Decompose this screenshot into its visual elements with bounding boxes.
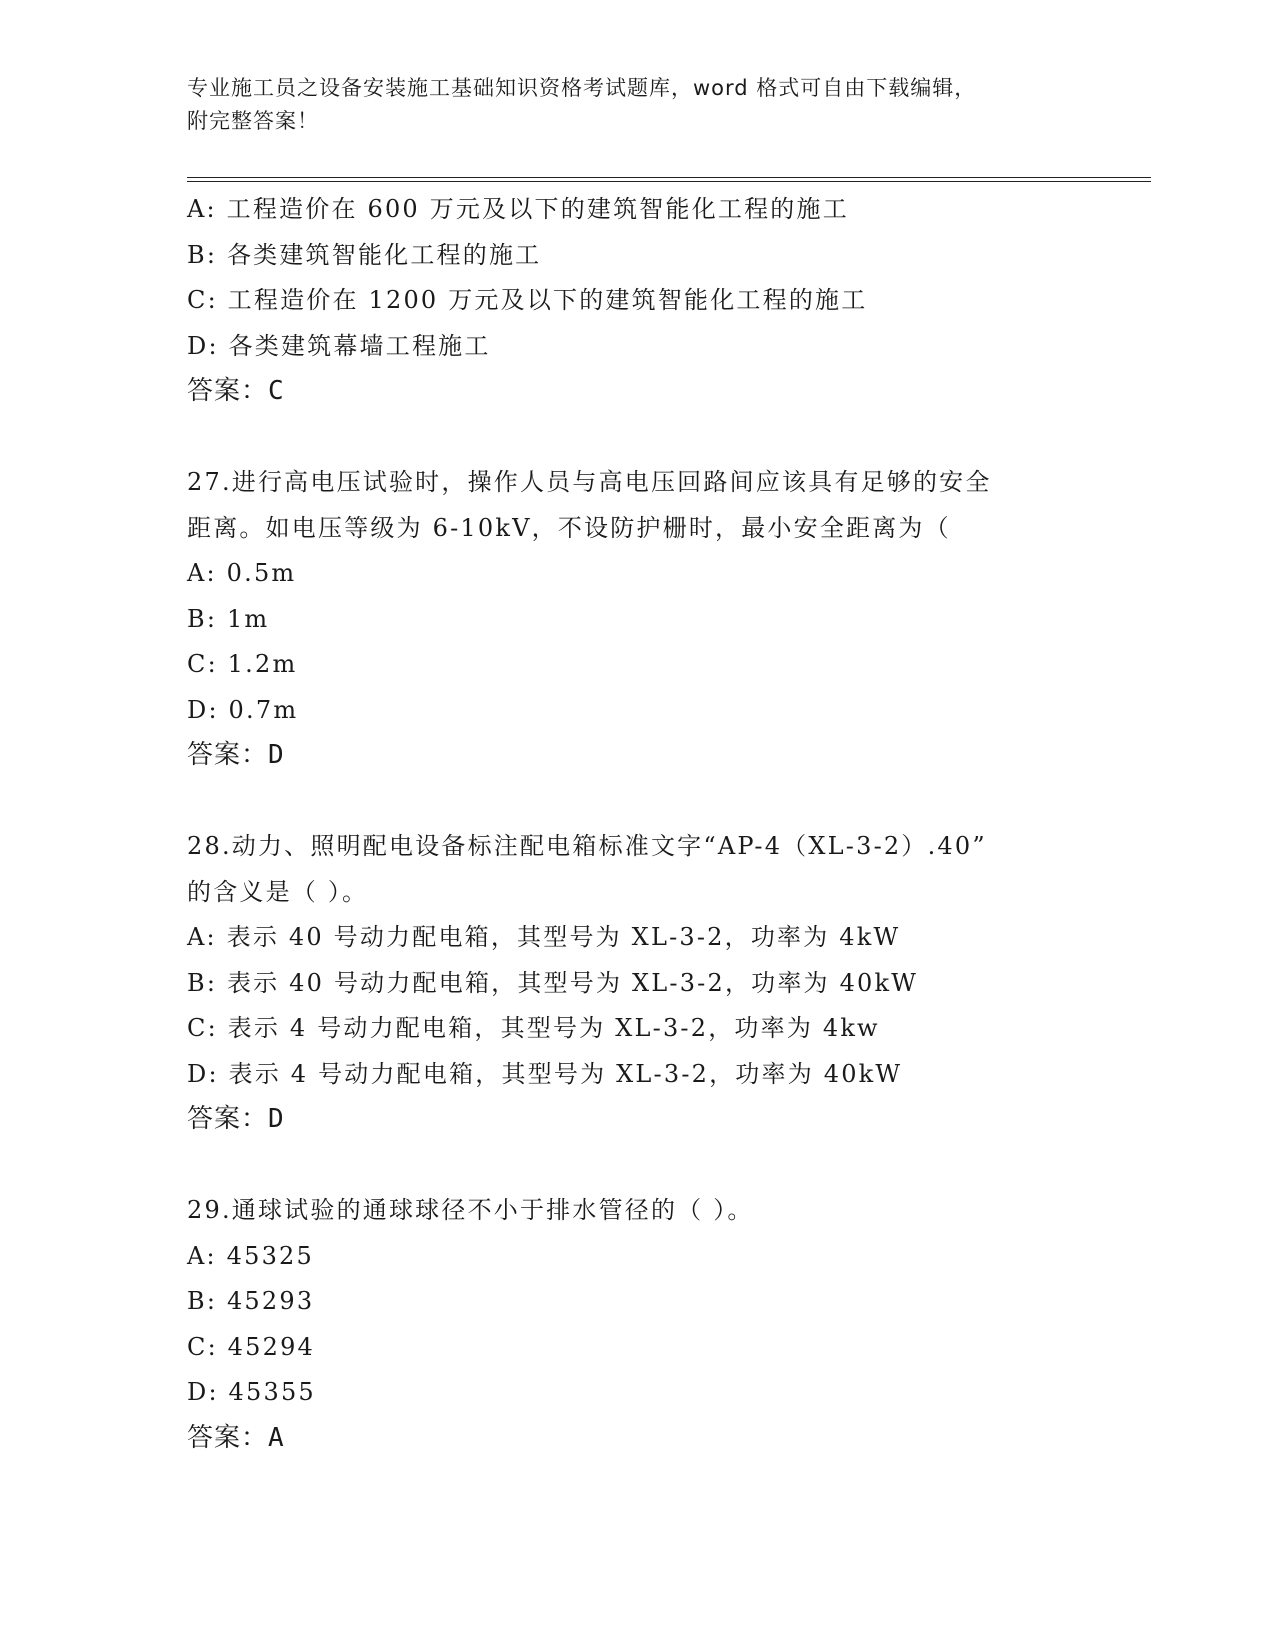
question-list	[187, 187, 1147, 1461]
page-header	[187, 72, 1147, 138]
answer: 答案：C	[187, 376, 285, 406]
option-c: C: 工程造价在 1200 万元及以下的建筑智能化工程的施工	[187, 286, 868, 314]
option-c: C: 45294	[187, 1332, 316, 1361]
question-stem-line: 29.通球试验的通球球径不小于排水管径的（ ）。	[187, 1196, 754, 1224]
question-26	[187, 187, 1147, 415]
option-d: D: 0.7m	[187, 695, 299, 724]
option-d: D: 45355	[187, 1378, 316, 1406]
option-a: A: 表示 40 号动力配电箱，其型号为 XL-3-2，功率为 4kW	[187, 923, 901, 951]
header-line-2: 附完整答案！	[187, 109, 319, 133]
answer: 答案：A	[187, 1422, 285, 1453]
header-divider-bottom	[187, 181, 1151, 182]
option-a: A: 工程造价在 600 万元及以下的建筑智能化工程的施工	[187, 195, 849, 223]
answer: 答案：D	[187, 740, 285, 770]
header-divider-top	[187, 177, 1151, 178]
question-stem-line: 距离。如电压等级为 6-10kV，不设防护栅时，最小安全距离为（	[187, 513, 951, 542]
option-c: C: 1.2m	[187, 650, 298, 678]
option-b: B: 45293	[187, 1287, 315, 1315]
spacer	[187, 779, 1147, 825]
option-c: C: 表示 4 号动力配电箱，其型号为 XL-3-2，功率为 4kw	[187, 1014, 880, 1042]
option-b: B: 表示 40 号动力配电箱，其型号为 XL-3-2，功率为 40kW	[187, 968, 919, 997]
question-stem-line: 27.进行高电压试验时，操作人员与高电压回路间应该具有足够的安全	[187, 468, 992, 496]
option-a: A: 45325	[187, 1241, 314, 1270]
question-28	[187, 824, 1147, 1143]
option-a: A: 0.5m	[187, 559, 297, 587]
question-29	[187, 1188, 1147, 1461]
question-stem-line: 的含义是（ ）。	[187, 877, 369, 906]
option-b: B: 各类建筑智能化工程的施工	[187, 240, 542, 269]
question-27	[187, 460, 1147, 779]
question-stem-line: 28.动力、照明配电设备标注配电箱标准文字“AP-4（XL-3-2）.40”	[187, 832, 987, 860]
answer: 答案：D	[187, 1104, 285, 1134]
option-d: D: 表示 4 号动力配电箱，其型号为 XL-3-2，功率为 40kW	[187, 1059, 903, 1088]
option-b: B: 1m	[187, 604, 270, 633]
spacer	[187, 415, 1147, 461]
spacer	[187, 1143, 1147, 1189]
option-d: D: 各类建筑幕墙工程施工	[187, 331, 491, 360]
header-line-1: 专业施工员之设备安装施工基础知识资格考试题库，word 格式可自由下载编辑，	[187, 76, 977, 100]
